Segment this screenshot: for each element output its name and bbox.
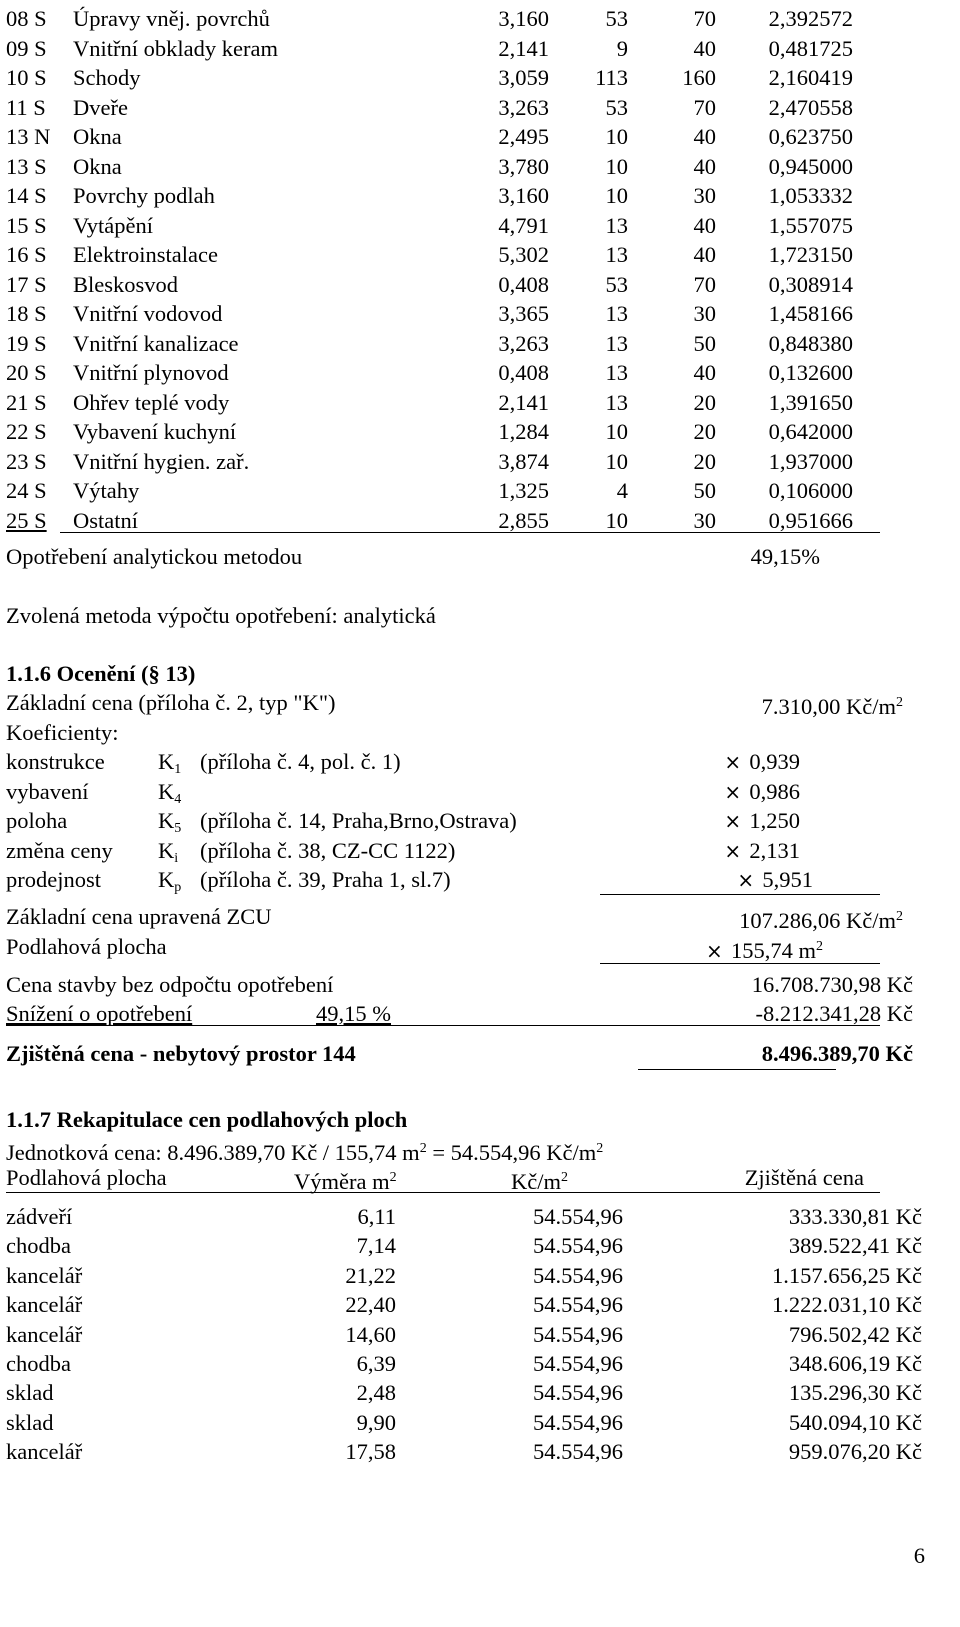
element-share: 3,059 bbox=[498, 65, 549, 90]
coefficient-reference: (příloha č. 4, pol. č. 1) bbox=[200, 749, 401, 774]
element-wear: 2,392572 bbox=[768, 6, 853, 31]
multiply-symbol: × bbox=[724, 838, 742, 863]
room-unit-price: 54.554,96 bbox=[533, 1292, 623, 1318]
room-size: 6,11 bbox=[357, 1204, 396, 1229]
element-life: 30 bbox=[693, 301, 716, 326]
element-age: 13 bbox=[605, 330, 628, 356]
element-share: 5,302 bbox=[498, 242, 549, 267]
final-price-label: Zjištěná cena - nebytový prostor 144 bbox=[6, 1041, 356, 1066]
element-share: 3,160 bbox=[498, 6, 549, 31]
element-share: 2,855 bbox=[498, 507, 549, 533]
coefficient-reference: (příloha č. 14, Praha,Brno,Ostrava) bbox=[200, 808, 517, 833]
element-name: Okna bbox=[73, 153, 122, 179]
coefficient-number: 2,131 bbox=[749, 837, 800, 863]
element-life: 40 bbox=[693, 212, 716, 238]
element-share: 2,141 bbox=[498, 389, 549, 415]
coefficient-subscript: p bbox=[174, 880, 182, 895]
room-value: 348.606,19 Kč bbox=[788, 1351, 922, 1376]
coefficient-subscript: 1 bbox=[174, 762, 182, 777]
element-code: 10 S bbox=[6, 65, 47, 90]
area-end-rule bbox=[600, 963, 880, 964]
element-name: Vnitřní vodovod bbox=[73, 301, 223, 326]
element-age: 10 bbox=[605, 448, 628, 474]
element-code: 15 S bbox=[6, 212, 47, 238]
element-life: 70 bbox=[693, 94, 716, 120]
multiply-symbol: × bbox=[724, 750, 742, 774]
element-life: 50 bbox=[693, 330, 716, 356]
room-size: 2,48 bbox=[356, 1380, 396, 1406]
element-name: Ostatní bbox=[73, 507, 138, 533]
element-name: Vnitřní obklady keram bbox=[73, 35, 278, 61]
reduction-rule bbox=[6, 1025, 880, 1026]
coefficient-label: poloha bbox=[6, 808, 68, 833]
room-value: 135.296,30 Kč bbox=[788, 1380, 922, 1406]
room-unit-price: 54.554,96 bbox=[533, 1380, 623, 1406]
unit-price-line bbox=[6, 1136, 603, 1166]
element-age: 113 bbox=[595, 65, 628, 90]
wear-total-value: 49,15% bbox=[750, 544, 820, 569]
element-wear: 1,053332 bbox=[768, 183, 853, 208]
element-name: Ohřev teplé vody bbox=[73, 389, 230, 415]
element-code: 14 S bbox=[6, 183, 47, 208]
element-life: 70 bbox=[693, 6, 716, 31]
element-name: Vnitřní kanalizace bbox=[73, 330, 239, 356]
coefficient-symbol: $K_4$ bbox=[158, 778, 182, 807]
wear-total-label: Opotřebení analytickou metodou bbox=[6, 544, 303, 569]
element-share: 3,263 bbox=[498, 330, 549, 356]
element-name: Bleskosvod bbox=[73, 271, 179, 297]
room-name: kancelář bbox=[6, 1292, 83, 1318]
element-age: 53 bbox=[605, 6, 628, 31]
element-age: 53 bbox=[605, 94, 628, 120]
coefficient-reference: (příloha č. 39, Praha 1, sl.7) bbox=[200, 867, 451, 892]
element-name: Výtahy bbox=[73, 478, 140, 503]
element-share: 3,780 bbox=[498, 153, 549, 179]
room-value: 389.522,41 Kč bbox=[788, 1233, 922, 1259]
element-code: 19 S bbox=[6, 330, 47, 356]
element-name: Úpravy vněj. povrchů bbox=[73, 6, 270, 31]
element-age: 13 bbox=[605, 242, 628, 267]
room-name: kancelář bbox=[6, 1439, 83, 1465]
element-name: Vytápění bbox=[73, 212, 153, 238]
element-age: 10 bbox=[605, 153, 628, 179]
coefficient-number: 1,250 bbox=[749, 808, 800, 833]
element-code: 13 S bbox=[6, 153, 47, 179]
room-size: 14,60 bbox=[345, 1321, 396, 1347]
col-size: Výměra $m^2$ bbox=[294, 1169, 397, 1194]
element-code: 22 S bbox=[6, 419, 47, 444]
element-code: 20 S bbox=[6, 360, 47, 385]
recap-header-rule bbox=[6, 1192, 880, 1193]
element-wear: 0,951666 bbox=[768, 507, 853, 533]
coefficient-subscript: 5 bbox=[174, 821, 182, 836]
element-code: 16 S bbox=[6, 242, 47, 267]
room-value: 333.330,81 Kč bbox=[788, 1204, 922, 1229]
element-code: 23 S bbox=[6, 448, 47, 474]
element-wear: 1,723150 bbox=[768, 242, 853, 267]
element-age: 10 bbox=[605, 124, 628, 149]
element-code: 21 S bbox=[6, 389, 47, 415]
reduction-value: -8.212.341,28 Kč bbox=[755, 1001, 913, 1026]
room-unit-price: 54.554,96 bbox=[533, 1321, 623, 1347]
element-share: 1,284 bbox=[498, 419, 549, 444]
price-value: 16.708.730,98 Kč bbox=[751, 972, 913, 997]
room-name: sklad bbox=[6, 1380, 54, 1406]
coefficients-label: Koeficienty: bbox=[6, 720, 119, 745]
element-life: 40 bbox=[693, 35, 716, 61]
coefficient-number: 0,939 bbox=[749, 749, 800, 774]
coefficient-value bbox=[735, 867, 813, 893]
table-end-rule bbox=[60, 532, 880, 533]
coefficient-symbol: $K_p$ bbox=[158, 867, 182, 895]
room-value: 1.222.031,10 Kč bbox=[772, 1292, 922, 1318]
element-age: 13 bbox=[605, 301, 628, 326]
element-life: 50 bbox=[693, 478, 716, 503]
element-code: 24 S bbox=[6, 478, 47, 503]
coefficient-label: vybavení bbox=[6, 778, 89, 804]
room-unit-price: 54.554,96 bbox=[533, 1409, 623, 1435]
element-wear: 0,106000 bbox=[768, 478, 853, 503]
coefficient-number: 0,986 bbox=[749, 778, 800, 804]
element-age: 53 bbox=[605, 271, 628, 297]
element-name: Povrchy podlah bbox=[73, 183, 215, 208]
room-size: 6,39 bbox=[356, 1351, 396, 1376]
element-name: Vybavení kuchyní bbox=[73, 419, 237, 444]
element-wear: 1,557075 bbox=[768, 212, 853, 238]
multiply-symbol: × bbox=[724, 809, 742, 833]
unit-exponent: 2 bbox=[389, 1170, 397, 1185]
multiply-symbol: × bbox=[737, 868, 755, 892]
coefficient-symbol: $K_1$ bbox=[158, 749, 182, 777]
element-share: 4,791 bbox=[498, 212, 549, 238]
element-code: 13 N bbox=[6, 124, 51, 149]
final-price-rule bbox=[638, 1069, 836, 1070]
element-code: 25 S bbox=[6, 507, 47, 533]
base-price-value: 7.310,00 $Kč/m^2$ bbox=[761, 694, 903, 719]
element-name: Okna bbox=[73, 124, 122, 149]
coefficient-symbol: $K_5$ bbox=[158, 808, 182, 836]
price-label: Cena stavby bez odpočtu opotřebení bbox=[6, 972, 334, 997]
coefficient-reference: (příloha č. 38, CZ-CC 1122) bbox=[200, 837, 456, 863]
element-share: 3,263 bbox=[498, 94, 549, 120]
unit-exponent: 2 bbox=[896, 909, 903, 924]
element-share: 3,160 bbox=[498, 183, 549, 208]
element-wear: 2,160419 bbox=[768, 65, 853, 90]
element-wear: 0,308914 bbox=[768, 271, 853, 297]
element-wear: 1,458166 bbox=[768, 301, 853, 326]
element-code: 11 S bbox=[6, 94, 46, 120]
room-name: zádveří bbox=[6, 1204, 73, 1229]
element-life: 70 bbox=[693, 271, 716, 297]
floor-area-number: 155,74 m bbox=[730, 938, 816, 963]
element-code: 18 S bbox=[6, 301, 47, 326]
adjusted-price-value: 107.286,06 $Kč/m^2$ bbox=[739, 908, 903, 933]
room-size: 22,40 bbox=[345, 1292, 396, 1318]
room-size: 9,90 bbox=[356, 1409, 396, 1435]
room-unit-price: 54.554,96 bbox=[533, 1233, 623, 1259]
coefficient-value bbox=[722, 838, 800, 864]
room-name: kancelář bbox=[6, 1321, 83, 1347]
coefficient-subscript: i bbox=[174, 850, 179, 866]
floor-area-value bbox=[703, 934, 823, 964]
element-life: 40 bbox=[693, 153, 716, 179]
room-unit-price: 54.554,96 bbox=[533, 1439, 623, 1465]
element-wear: 0,642000 bbox=[768, 419, 853, 444]
coefficient-value bbox=[722, 749, 800, 775]
element-name: Vnitřní hygien. zař. bbox=[73, 448, 250, 474]
multiply-symbol: × bbox=[705, 939, 723, 963]
element-age: 9 bbox=[616, 35, 628, 61]
coefficient-label: prodejnost bbox=[6, 867, 101, 892]
unit-exponent: 2 bbox=[561, 1170, 568, 1185]
coefficient-value bbox=[722, 779, 800, 805]
room-name: sklad bbox=[6, 1409, 54, 1435]
element-share: 1,325 bbox=[498, 478, 549, 503]
unit-exponent: 2 bbox=[816, 939, 823, 954]
element-wear: 2,470558 bbox=[768, 94, 853, 120]
reduction-percent: 49,15 % bbox=[316, 1001, 391, 1026]
col-unit-price: $Kč/m^2$ bbox=[511, 1169, 568, 1194]
coefficient-value bbox=[722, 808, 800, 834]
element-age: 13 bbox=[605, 360, 628, 385]
element-age: 13 bbox=[605, 212, 628, 238]
element-share: 0,408 bbox=[498, 360, 549, 385]
final-price-value: 8.496.389,70 Kč bbox=[761, 1041, 913, 1066]
element-name: Vnitřní plynovod bbox=[73, 360, 229, 385]
element-share: 2,141 bbox=[498, 35, 549, 61]
unit-exponent: 2 bbox=[896, 695, 903, 710]
valuation-heading: 1.1.6 Ocenění (§ 13) bbox=[6, 661, 196, 686]
coefficient-label: konstrukce bbox=[6, 749, 105, 774]
unit-price-result: = 54.554,96 Kč/m bbox=[426, 1140, 597, 1165]
multiply-symbol: × bbox=[724, 779, 742, 804]
method-label: Zvolená metoda výpočtu opotřebení: analytická bbox=[6, 603, 436, 628]
element-share: 3,874 bbox=[498, 448, 549, 474]
element-age: 10 bbox=[605, 507, 628, 533]
element-code: 08 S bbox=[6, 6, 47, 31]
element-wear: 0,945000 bbox=[768, 153, 853, 179]
element-life: 40 bbox=[693, 124, 716, 149]
room-value: 1.157.656,25 Kč bbox=[772, 1262, 922, 1288]
element-name: Schody bbox=[73, 65, 141, 90]
element-wear: 0,623750 bbox=[768, 124, 853, 149]
element-share: 2,495 bbox=[498, 124, 549, 149]
floor-area-label: Podlahová plocha bbox=[6, 934, 167, 959]
element-life: 160 bbox=[682, 65, 716, 90]
room-unit-price: 54.554,96 bbox=[533, 1351, 623, 1376]
col-floor-area: Podlahová plocha bbox=[6, 1165, 167, 1190]
coefficient-label: změna ceny bbox=[6, 837, 113, 863]
room-size: 7,14 bbox=[356, 1233, 396, 1259]
element-age: 13 bbox=[605, 389, 628, 415]
element-name: Dveře bbox=[73, 94, 128, 120]
coefficient-symbol: $K_i$ bbox=[158, 837, 179, 866]
base-price-label: Základní cena (příloha č. 2, typ "K") bbox=[6, 690, 336, 715]
element-wear: 1,391650 bbox=[768, 389, 853, 415]
coefficient-number: 5,951 bbox=[762, 867, 813, 892]
room-unit-price: 54.554,96 bbox=[533, 1262, 623, 1288]
element-wear: 0,481725 bbox=[768, 35, 853, 61]
coefficient-subscript: 4 bbox=[174, 791, 182, 807]
element-age: 4 bbox=[616, 478, 628, 503]
adjusted-price-label: Základní cena upravená ZCU bbox=[6, 904, 272, 929]
element-name: Elektroinstalace bbox=[73, 242, 218, 267]
room-name: chodba bbox=[6, 1351, 71, 1376]
element-life: 30 bbox=[693, 183, 716, 208]
element-wear: 0,132600 bbox=[768, 360, 853, 385]
room-value: 796.502,42 Kč bbox=[788, 1321, 922, 1347]
element-code: 09 S bbox=[6, 35, 47, 61]
element-wear: 0,848380 bbox=[768, 330, 853, 356]
element-life: 30 bbox=[693, 507, 716, 533]
page-number: 6 bbox=[913, 1543, 925, 1568]
element-age: 10 bbox=[605, 419, 628, 444]
element-age: 10 bbox=[605, 183, 628, 208]
element-share: 0,408 bbox=[498, 271, 549, 297]
room-value: 540.094,10 Kč bbox=[788, 1409, 922, 1435]
element-life: 20 bbox=[693, 419, 716, 444]
col-value: Zjištěná cena bbox=[744, 1165, 864, 1190]
recap-heading: 1.1.7 Rekapitulace cen podlahových ploch bbox=[6, 1107, 408, 1132]
room-name: kancelář bbox=[6, 1262, 83, 1288]
element-life: 40 bbox=[693, 242, 716, 267]
unit-exponent: 2 bbox=[419, 1141, 427, 1156]
element-life: 20 bbox=[693, 389, 716, 415]
element-code: 17 S bbox=[6, 271, 47, 297]
element-life: 20 bbox=[693, 448, 716, 474]
unit-price-text: Jednotková cena: 8.496.389,70 Kč / 155,74 m bbox=[6, 1140, 420, 1165]
element-share: 3,365 bbox=[498, 301, 549, 326]
coef-end-rule bbox=[600, 894, 880, 895]
element-wear: 1,937000 bbox=[768, 448, 853, 474]
room-name: chodba bbox=[6, 1233, 71, 1259]
room-unit-price: 54.554,96 bbox=[533, 1204, 623, 1229]
reduction-label: Snížení o opotřebení bbox=[6, 1001, 193, 1026]
element-life: 40 bbox=[693, 360, 716, 385]
room-value: 959.076,20 Kč bbox=[788, 1439, 922, 1465]
unit-exponent: 2 bbox=[596, 1141, 604, 1156]
room-size: 17,58 bbox=[345, 1439, 396, 1465]
room-size: 21,22 bbox=[345, 1262, 396, 1288]
